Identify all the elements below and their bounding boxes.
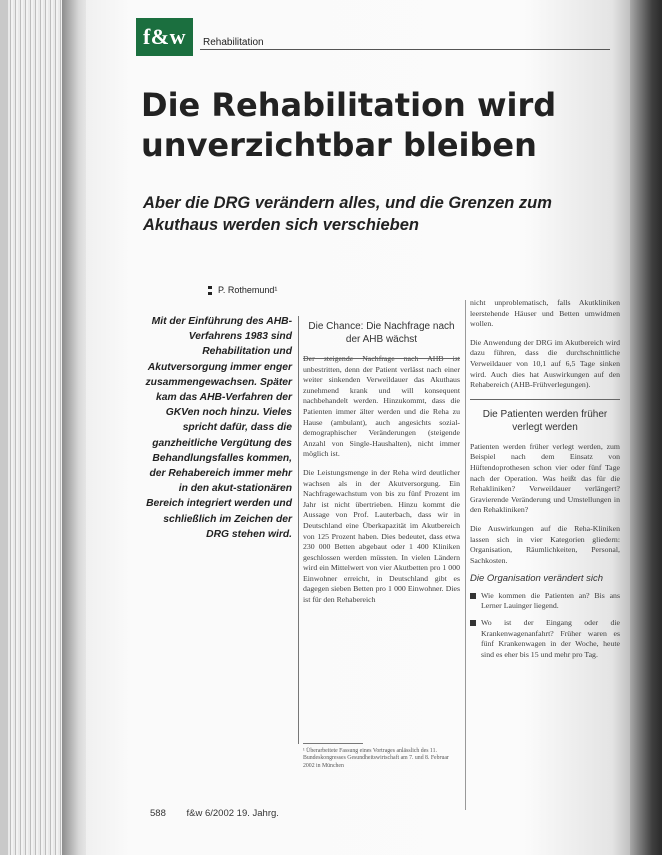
lead-text: Mit der Einführung des AHB-Verfahrens 1983 sind Rehabilitation und Akutversorgung immer enger zusammengewachsen. Später kam das AHB-Verfahren der GKVen noch hinzu. Vieles spricht dafür, dass die ganzheitliche Vergütung des Behandlungsfalles kommen, der Rehabereich immer mehr in den akut-stationären Bereich integriert werden und schließlich im Zeichen der DRG stehen wird.	[145, 316, 292, 540]
footnote-rule	[303, 743, 363, 744]
author-marker	[208, 286, 212, 295]
page-shadow-edge	[630, 0, 662, 855]
body-paragraph: Die Auswirkungen auf die Reha-Kliniken lassen sich in vier Kategorien gliedern: Organisation, Räumlichkeiten, Personal, Sachkosten.	[470, 523, 620, 565]
list-item	[470, 591, 620, 612]
journal-issue: f&w 6/2002 19. Jahrg.	[186, 808, 279, 819]
header-rule	[200, 49, 610, 50]
list-item-text: Wo ist der Eingang oder die Krankenwagenanfahrt? Früher waren es fünf Krankenwagen in der Woche, heute sind es eher bis 15 und mehr pro Tag.	[481, 618, 620, 659]
column-divider	[298, 316, 299, 744]
body-column-right	[470, 298, 620, 666]
page-number: 588	[150, 808, 166, 819]
article-subtitle: Aber die DRG verändern alles, und die Grenzen zum Akuthaus werden sich verschieben	[143, 194, 552, 234]
author-name: P. Rothemund¹	[218, 285, 278, 295]
page-footer	[150, 808, 297, 819]
square-bullet-icon	[470, 620, 476, 626]
footnote: ¹ Überarbeitete Fassung eines Vortrages anlässlich des 11. Bundeskongresses Gesundheitswirtschaft am 7. und 8. Februar 2002 in München	[303, 748, 449, 769]
body-paragraph: Die Anwendung der DRG im Akutbereich wird dazu führen, dass die durchschnittliche Verweildauer von 10,1 auf 6,5 Tage sinken wird. Auch dies hat Auswirkungen auf den Rehabereich (AHB-Frühverlegungen).	[470, 337, 620, 390]
section-heading: Die Patienten werden früher verlegt werden	[470, 399, 620, 442]
column-divider-right	[465, 300, 466, 810]
section-label: Rehabilitation	[203, 37, 264, 48]
list-item	[470, 618, 620, 660]
journal-logo: f&w	[136, 18, 193, 56]
body-paragraph: unbestritten, denn der Patient verlässt nach einer weiter sinkenden Verweildauer das Akuthaus zunehmend krank und will konsequent nachbehandelt werden. Hinzukommt, dass die Patienten immer älter werden und die Reha zu Hause (ambulant), auch angesichts sozial-demographischer Veränderungen (steigende Anzahl von Single-Haushalten), nicht immer möglich ist.	[303, 364, 460, 459]
body-paragraph: nicht unproblematisch, falls Akutkliniken leerstehende Häuser und Betten umwidmen wollen.	[470, 298, 620, 329]
heading-rule	[303, 358, 460, 359]
section-heading: Die Chance: Die Nachfrage nach der AHB wächst	[308, 321, 455, 345]
list-item-text: Wie kommen die Patienten an? Bis ans Lerner Lauinger liegend.	[481, 590, 620, 611]
subsection-heading: Die Organisation verändert sich	[470, 573, 604, 585]
body-column-middle	[303, 318, 460, 614]
square-bullet-icon	[470, 593, 476, 599]
body-paragraph: Patienten werden früher verlegt werden, zum Beispiel nach dem Einsatz von Hüftendoprothesen schon vier oder fünf Tage nach der Operation. Was heißt das für die Rehakliniken? Verweildauer verlängert? Gravierende Veränderung und Umstellungen in den Rehakliniken?	[470, 441, 620, 515]
article-title: Die Rehabilitation wird unverzichtbar bleiben	[141, 86, 557, 164]
body-paragraph: Die Leistungsmenge in der Reha wird deutlicher wachsen als in der Akutversorgung. Ein Nachfragewachstum von bis zu fünf Prozent im Jahr ist nicht übertrieben. Hinzu kommt die Aussage von Prof. Lauterbach, dass wir in Deutschland eine Überkapazität im Akutbereich von 125 Prozent haben. Dies bedeutet, dass etwa 230 000 Betten abgebaut oder 1 400 Kliniken geschlossen werden müssten. In vielen Ländern wird ein Mittelwert von vier Akutbetten pro 1 000 Einwohner erreicht, in Deutschland gibt es dagegen sieben Betten pro 1 000 Einwohner. Dies ist für den Rehabereich	[303, 467, 460, 605]
